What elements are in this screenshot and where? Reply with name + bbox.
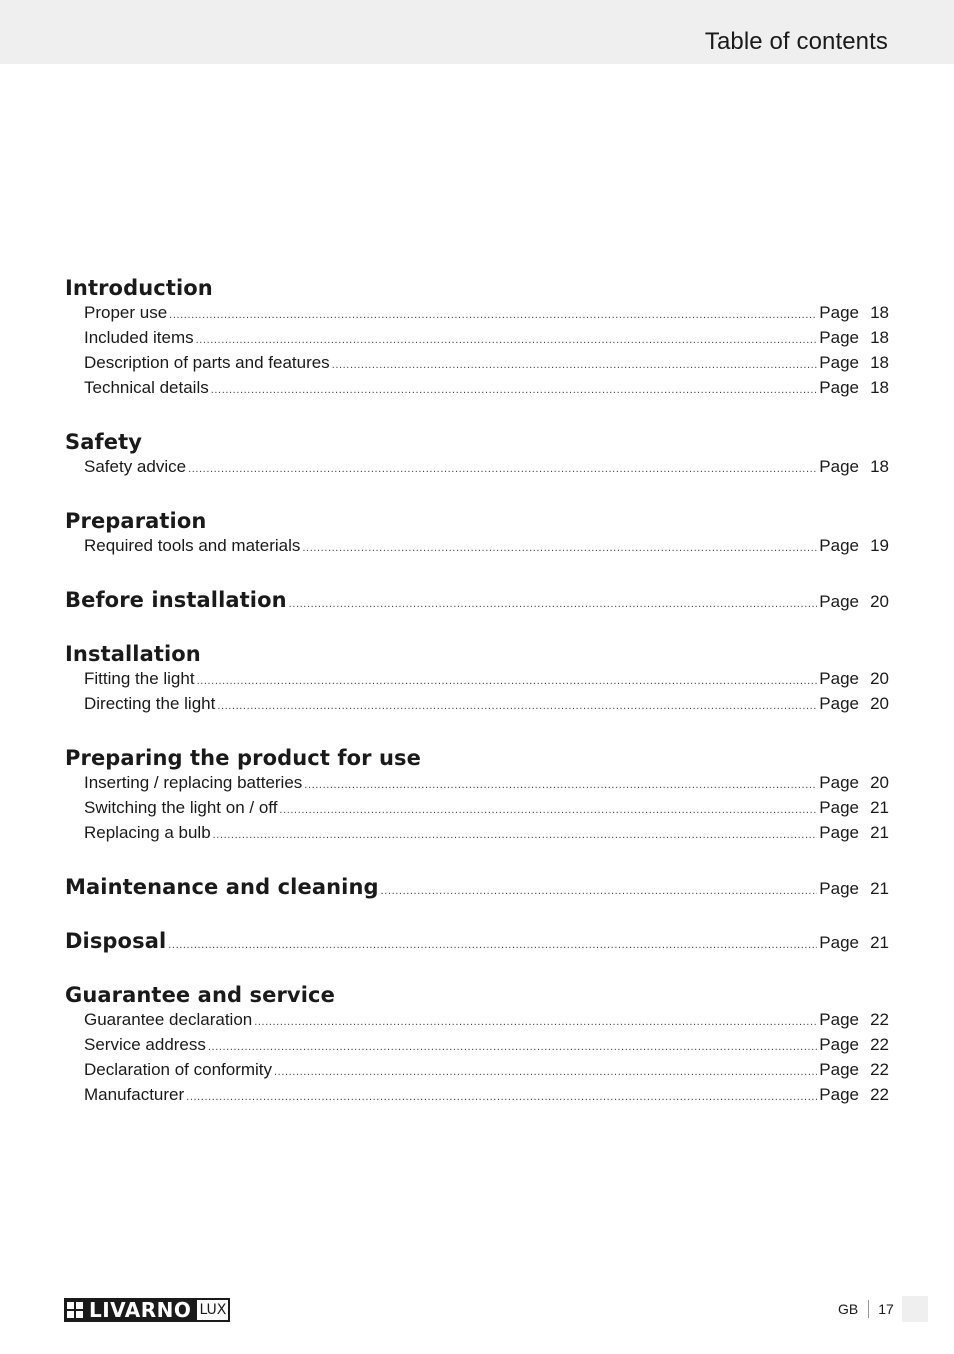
entry-label: Guarantee declaration	[84, 1010, 253, 1029]
page-word: Page	[819, 694, 859, 713]
page-word: Page	[819, 773, 859, 792]
section-spacer	[65, 482, 889, 507]
section-spacer	[65, 561, 889, 586]
toc-entry[interactable]	[65, 1035, 889, 1060]
page-number-ref: 18	[870, 303, 889, 322]
table-of-contents	[65, 274, 889, 1110]
page-word: Page	[819, 353, 859, 372]
brand-logo	[64, 1298, 230, 1322]
section-title: Installation	[65, 642, 201, 666]
page-reference	[819, 353, 889, 373]
dot-leader	[196, 334, 818, 346]
page-word: Page	[819, 303, 859, 322]
logo-squares-icon	[67, 1302, 83, 1318]
section-title: Safety	[65, 430, 143, 454]
page-number-ref: 20	[870, 694, 889, 713]
page-number-ref: 18	[870, 328, 889, 347]
section-heading-row[interactable]	[65, 873, 889, 902]
page-reference	[819, 536, 889, 556]
section-spacer	[65, 615, 889, 640]
entry-label: Directing the light	[84, 694, 216, 713]
page-reference	[819, 378, 889, 398]
logo-text: LIVARNO	[89, 1298, 192, 1322]
section-heading-row[interactable]	[65, 927, 889, 956]
dot-leader	[302, 542, 817, 554]
page-word: Page	[819, 378, 859, 397]
page-number-ref: 21	[870, 933, 889, 952]
page-word: Page	[819, 823, 859, 842]
toc-entry[interactable]	[65, 773, 889, 798]
entry-label: Declaration of conformity	[84, 1060, 273, 1079]
toc-entry[interactable]	[65, 1010, 889, 1035]
toc-section	[65, 428, 889, 482]
page-number-ref: 20	[870, 592, 889, 611]
page-number-ref: 21	[870, 823, 889, 842]
dot-leader	[274, 1066, 817, 1078]
toc-entry[interactable]	[65, 353, 889, 378]
page-reference	[819, 457, 889, 477]
page-number-ref: 22	[870, 1010, 889, 1029]
section-title: Introduction	[65, 276, 213, 300]
entry-label: Service address	[84, 1035, 206, 1054]
page-number-ref: 18	[870, 378, 889, 397]
footer-tab-box	[902, 1296, 928, 1322]
page-reference	[819, 1060, 889, 1080]
entry-label: Inserting / replacing batteries	[84, 773, 303, 792]
dot-leader	[213, 829, 818, 841]
entry-label: Description of parts and features	[84, 353, 330, 372]
page-word: Page	[819, 536, 859, 555]
footer-divider	[868, 1300, 869, 1318]
section-heading-row	[65, 640, 889, 669]
page-number-ref: 20	[870, 669, 889, 688]
section-spacer	[65, 902, 889, 927]
dot-leader	[381, 885, 818, 897]
section-spacer	[65, 719, 889, 744]
footer-page-info	[838, 1300, 894, 1318]
section-heading-row	[65, 507, 889, 536]
toc-entry[interactable]	[65, 303, 889, 328]
page-reference	[819, 1085, 889, 1105]
toc-entry[interactable]	[65, 694, 889, 719]
toc-entry[interactable]	[65, 536, 889, 561]
page-word: Page	[819, 592, 859, 611]
entry-label: Included items	[84, 328, 194, 347]
entry-label: Safety advice	[84, 457, 187, 476]
page-number: 17	[878, 1301, 894, 1317]
page-number-ref: 22	[870, 1085, 889, 1104]
toc-section	[65, 274, 889, 403]
section-title: Guarantee and service	[65, 983, 335, 1007]
toc-section	[65, 586, 889, 615]
dot-leader	[279, 804, 817, 816]
page-word: Page	[819, 879, 859, 898]
dot-leader	[304, 779, 817, 791]
entry-label: Technical details	[84, 378, 209, 397]
dot-leader	[211, 384, 818, 396]
entry-label: Proper use	[84, 303, 168, 322]
page-word: Page	[819, 933, 859, 952]
toc-section	[65, 640, 889, 719]
section-title: Preparation	[65, 509, 207, 533]
dot-leader	[169, 309, 817, 321]
toc-section	[65, 744, 889, 848]
section-heading-row	[65, 428, 889, 457]
toc-entry[interactable]	[65, 378, 889, 403]
section-title: Maintenance and cleaning	[65, 875, 379, 899]
page-reference	[819, 1035, 889, 1055]
page-number-ref: 18	[870, 353, 889, 372]
page-reference	[819, 303, 889, 323]
page-title: Table of contents	[704, 28, 888, 55]
toc-entry[interactable]	[65, 457, 889, 482]
page-reference	[819, 669, 889, 689]
section-title: Preparing the product for use	[65, 746, 422, 770]
page-number-ref: 18	[870, 457, 889, 476]
page-number-ref: 21	[870, 798, 889, 817]
toc-section	[65, 981, 889, 1110]
section-title: Before installation	[65, 588, 287, 612]
toc-section	[65, 507, 889, 561]
page-word: Page	[819, 1010, 859, 1029]
toc-section	[65, 873, 889, 902]
page-reference	[819, 773, 889, 793]
page-word: Page	[819, 1035, 859, 1054]
page-word: Page	[819, 1060, 859, 1079]
toc-entry[interactable]	[65, 669, 889, 694]
page-reference	[819, 1010, 889, 1030]
entry-label: Fitting the light	[84, 669, 195, 688]
entry-label: Manufacturer	[84, 1085, 185, 1104]
toc-entry[interactable]	[65, 328, 889, 353]
page-word: Page	[819, 798, 859, 817]
page-reference	[819, 823, 889, 843]
section-title: Disposal	[65, 929, 167, 953]
page-reference	[819, 694, 889, 714]
entry-label: Required tools and materials	[84, 536, 301, 555]
toc-entry[interactable]	[65, 1085, 889, 1110]
dot-leader	[217, 700, 817, 712]
entry-label: Replacing a bulb	[84, 823, 211, 842]
page-number-ref: 19	[870, 536, 889, 555]
page-number-ref: 20	[870, 773, 889, 792]
toc-entry[interactable]	[65, 798, 889, 823]
section-heading-row[interactable]	[65, 586, 889, 615]
page-number-ref: 22	[870, 1060, 889, 1079]
page-reference	[819, 933, 889, 953]
page-word: Page	[819, 669, 859, 688]
page-word: Page	[819, 328, 859, 347]
dot-leader	[254, 1016, 817, 1028]
section-heading-row	[65, 744, 889, 773]
dot-leader	[168, 939, 817, 951]
dot-leader	[188, 463, 817, 475]
toc-section	[65, 927, 889, 956]
section-spacer	[65, 956, 889, 981]
page-word: Page	[819, 457, 859, 476]
toc-entry[interactable]	[65, 823, 889, 848]
dot-leader	[289, 598, 818, 610]
page-reference	[819, 798, 889, 818]
page-number-ref: 21	[870, 879, 889, 898]
dot-leader	[186, 1091, 817, 1103]
section-heading-row	[65, 981, 889, 1010]
dot-leader	[197, 675, 818, 687]
page-reference	[819, 592, 889, 612]
page-reference	[819, 879, 889, 899]
section-spacer	[65, 848, 889, 873]
toc-entry[interactable]	[65, 1060, 889, 1085]
section-spacer	[65, 403, 889, 428]
language-code: GB	[838, 1301, 859, 1317]
section-heading-row	[65, 274, 889, 303]
dot-leader	[332, 359, 818, 371]
page-number-ref: 22	[870, 1035, 889, 1054]
page-word: Page	[819, 1085, 859, 1104]
page-reference	[819, 328, 889, 348]
dot-leader	[208, 1041, 817, 1053]
entry-label: Switching the light on / off	[84, 798, 278, 817]
logo-suffix: LUX	[195, 1298, 230, 1322]
